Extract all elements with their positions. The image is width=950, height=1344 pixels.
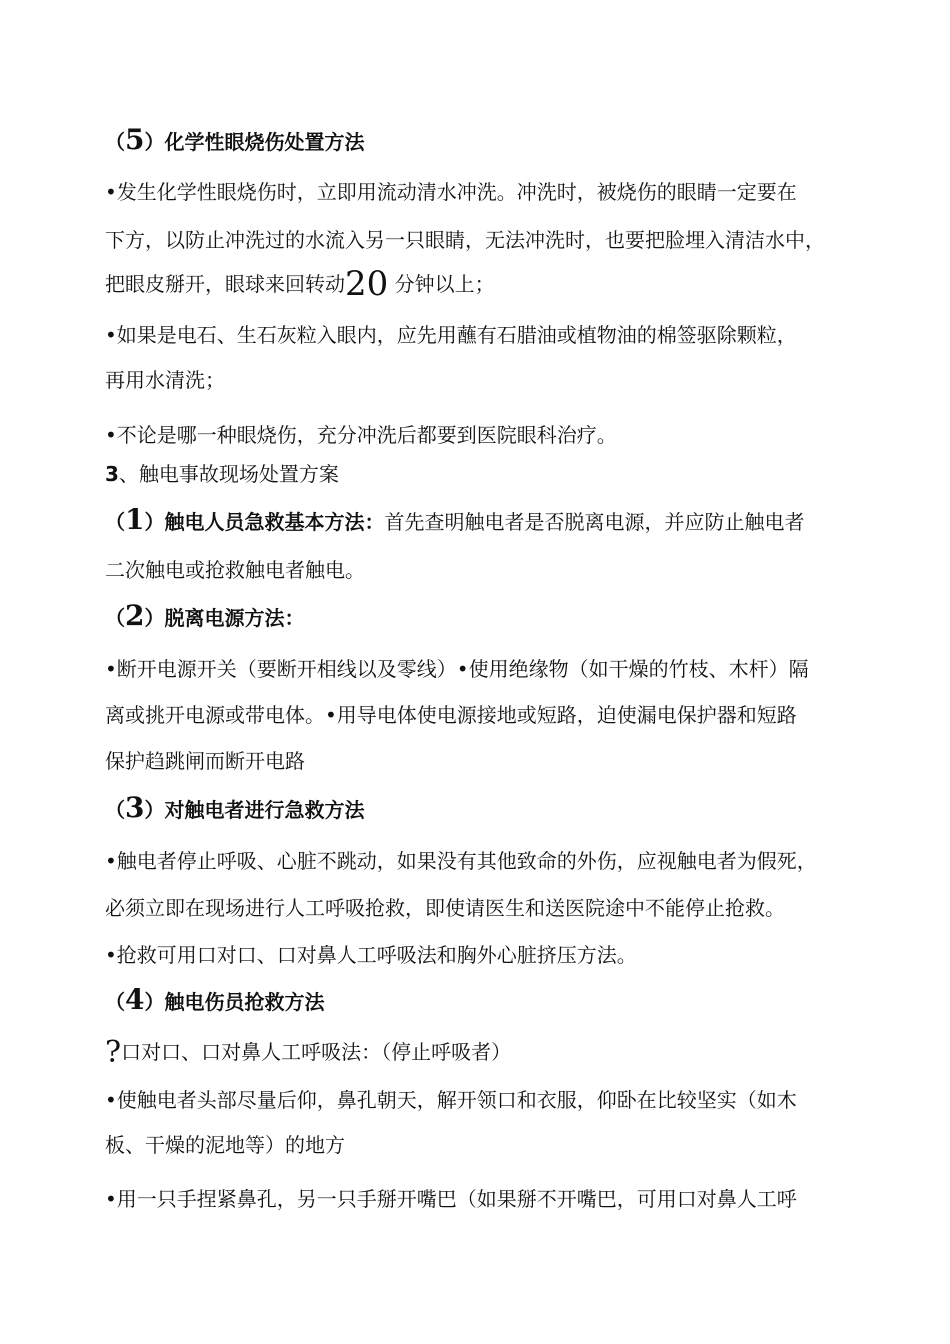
paragraph-line: 下方，以防止冲洗过的水流入另一只眼睛，无法冲洗时，也要把脸埋入清洁水中， (105, 228, 825, 252)
section-number: 3 (105, 462, 119, 486)
heading-item-2: （2）脱离电源方法： (105, 599, 305, 632)
heading-number: 1 (125, 503, 145, 536)
paragraph-line: •发生化学性眼烧伤时，立即用流动清水冲洗。冲洗时，被烧伤的眼睛一定要在 (105, 180, 797, 204)
heading-item-3: （3）对触电者进行急救方法 (105, 791, 365, 824)
paragraph-line: •断开电源开关（要断开相线以及零线）•使用绝缘物（如干燥的竹枝、木杆）隔 (105, 657, 809, 681)
paragraph-line: 再用水清洗； (105, 368, 225, 392)
paragraph-line: •用一只手捏紧鼻孔，另一只手掰开嘴巴（如果掰不开嘴巴，可用口对鼻人工呼 (105, 1187, 797, 1211)
question-mark-glyph: ? (105, 1035, 122, 1070)
paragraph-line: 离或挑开电源或带电体。•用导电体使电源接地或短路，迫使漏电保护器和短路 (105, 703, 797, 727)
heading-section-5: （5）化学性眼烧伤处置方法 (105, 123, 365, 156)
paragraph-line: •触电者停止呼吸、心脏不跳动，如果没有其他致命的外伤，应视触电者为假死， (105, 849, 817, 873)
paragraph-line: •如果是电石、生石灰粒入眼内，应先用蘸有石腊油或植物油的棉签驱除颗粒， (105, 323, 797, 347)
heading-item-4: （4）触电伤员抢救方法 (105, 983, 325, 1016)
heading-title: 脱离电源方法： (164, 606, 305, 630)
paragraph-line: 二次触电或抢救触电者触电。 (105, 558, 365, 582)
item-1: （1）触电人员急救基本方法：首先查明触电者是否脱离电源，并应防止触电者 (105, 503, 805, 536)
paragraph-line: 保护趋跳闸而断开电路 (105, 749, 305, 773)
paragraph-line: •抢救可用口对口、口对鼻人工呼吸法和胸外心脏挤压方法。 (105, 943, 637, 967)
paragraph-line: 必须立即在现场进行人工呼吸抢救，即使请医生和送医院途中不能停止抢救。 (105, 896, 785, 920)
paragraph-line: •不论是哪一种眼烧伤，充分冲洗后都要到医院眼科治疗。 (105, 423, 617, 447)
heading-number: 3 (125, 791, 145, 824)
heading-title: 触电人员急救基本方法： (164, 510, 385, 534)
heading-number: 4 (125, 983, 145, 1016)
heading-number: 2 (125, 599, 145, 632)
subheading-line: ?口对口、口对鼻人工呼吸法：（停止呼吸者） (105, 1035, 512, 1070)
heading-title: 化学性眼烧伤处置方法 (164, 130, 365, 154)
paragraph-line: 板、干燥的泥地等）的地方 (105, 1133, 345, 1157)
paragraph-line: •使触电者头部尽量后仰，鼻孔朝天，解开领口和衣服，仰卧在比较坚实（如木 (105, 1088, 797, 1112)
heading-title: 触电伤员抢救方法 (164, 990, 325, 1014)
paragraph-line: 把眼皮掰开，眼球来回转动20 分钟以上； (105, 264, 495, 304)
section-title: 、触电事故现场处置方案 (118, 462, 339, 486)
heading-title: 对触电者进行急救方法 (164, 798, 365, 822)
section-heading-3 (105, 460, 339, 488)
duration-number: 20 (345, 264, 389, 304)
heading-number: 5 (125, 123, 145, 156)
